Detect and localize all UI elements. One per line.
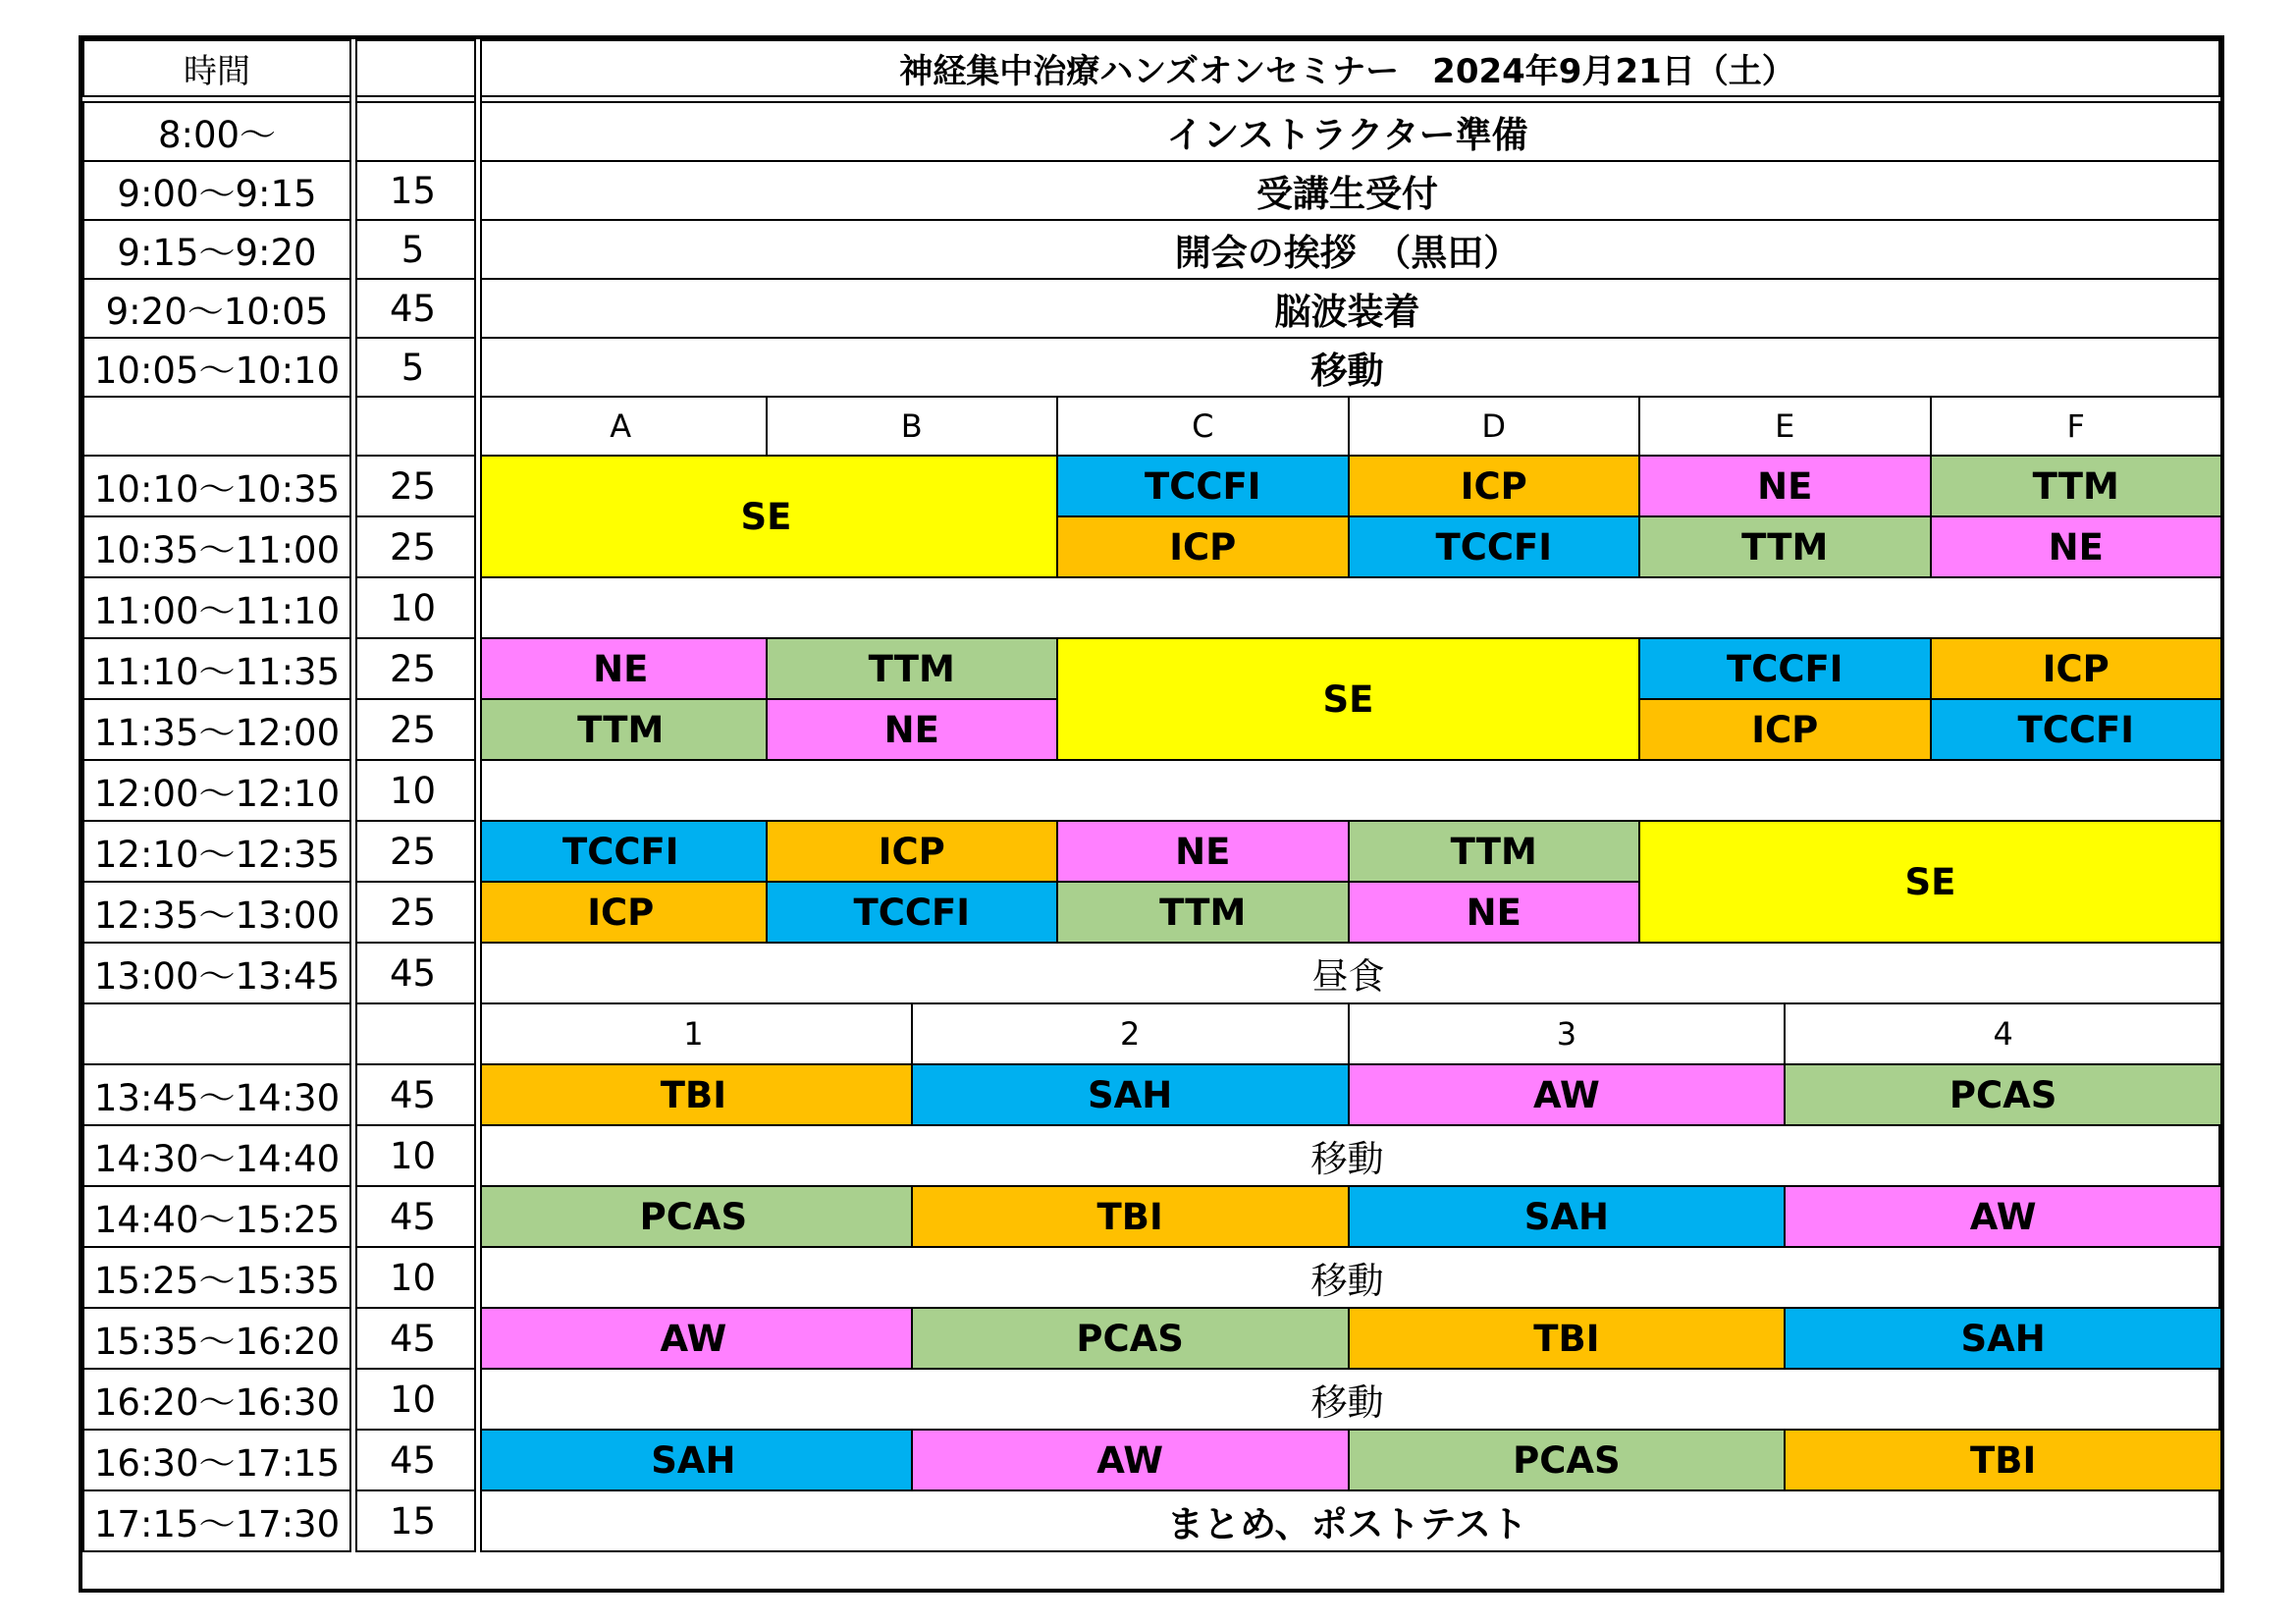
session-ne: NE (1638, 455, 1932, 517)
double-rule (474, 39, 482, 1552)
session-sah: SAH (1348, 1185, 1787, 1248)
activity-cell: インストラクター準備 (474, 101, 2220, 162)
session-昼食: 昼食 (474, 942, 2222, 1004)
time-cell: 8:00～ (82, 101, 351, 162)
session-aw: AW (1348, 1063, 1787, 1126)
session-pcas: PCAS (1348, 1429, 1787, 1491)
session-tbi: TBI (474, 1063, 913, 1126)
minutes-cell: 25 (349, 455, 476, 517)
session-ne: NE (474, 637, 768, 700)
session-ttm: TTM (766, 637, 1059, 700)
session-ttm: TTM (1056, 881, 1350, 944)
session-sah: SAH (474, 1429, 913, 1491)
minutes-cell: 25 (349, 698, 476, 761)
session-sah: SAH (911, 1063, 1350, 1126)
time-cell: 10:35～11:00 (82, 515, 351, 578)
session-pcas: PCAS (911, 1307, 1350, 1370)
session-aw: AW (474, 1307, 913, 1370)
session-icp: ICP (1930, 637, 2223, 700)
time-cell: 12:10～12:35 (82, 820, 351, 883)
activity-cell: 移動 (474, 1124, 2220, 1187)
time-cell: 9:15～9:20 (82, 219, 351, 280)
time-cell: 11:00～11:10 (82, 576, 351, 639)
station-number: 4 (1784, 1002, 2222, 1065)
time-cell: 12:00～12:10 (82, 759, 351, 822)
minutes-cell: 10 (349, 1124, 476, 1187)
minutes-cell: 45 (349, 1429, 476, 1491)
double-rule (349, 39, 357, 1552)
time-cell-blank (82, 1002, 351, 1065)
time-cell: 15:35～16:20 (82, 1307, 351, 1370)
minutes-cell (349, 101, 476, 162)
session-icp: ICP (1638, 698, 1932, 761)
double-rule (82, 95, 2220, 103)
session-tccfi: TCCFI (1056, 455, 1350, 517)
time-cell: 11:35～12:00 (82, 698, 351, 761)
time-cell: 14:40～15:25 (82, 1185, 351, 1248)
activity-cell: 移動 (474, 1368, 2220, 1431)
minutes-cell: 10 (349, 1368, 476, 1431)
session-tbi: TBI (911, 1185, 1350, 1248)
station-number: 3 (1348, 1002, 1787, 1065)
schedule-grid (82, 39, 2220, 1589)
time-cell-blank (82, 396, 351, 457)
minutes-cell: 45 (349, 1307, 476, 1370)
time-cell: 11:10～11:35 (82, 637, 351, 700)
session-ttm: TTM (1638, 515, 1932, 578)
session-icp: ICP (474, 881, 768, 944)
session-ttm: TTM (1348, 820, 1641, 883)
minutes-cell: 25 (349, 881, 476, 944)
session-pcas: PCAS (474, 1185, 913, 1248)
minutes-cell: 45 (349, 278, 476, 339)
station-letter: D (1348, 396, 1641, 457)
time-cell: 10:05～10:10 (82, 337, 351, 398)
minutes-cell-blank (349, 1002, 476, 1065)
time-cell: 17:15～17:30 (82, 1489, 351, 1552)
time-cell: 13:45～14:30 (82, 1063, 351, 1126)
session-tbi: TBI (1784, 1429, 2222, 1491)
session-icp: ICP (1056, 515, 1350, 578)
station-letter: C (1056, 396, 1350, 457)
activity-cell: 開会の挨拶 （黒田） (474, 219, 2220, 280)
header-time-label: 時間 (82, 39, 351, 97)
time-cell: 9:00～9:15 (82, 160, 351, 221)
session-ne: NE (766, 698, 1059, 761)
page-title: 神経集中治療ハンズオンセミナー 2024年9月21日（土） (474, 39, 2220, 97)
minutes-cell: 15 (349, 1489, 476, 1552)
break-cell (474, 759, 2222, 822)
schedule-sheet (79, 35, 2224, 1593)
station-letter: E (1638, 396, 1932, 457)
activity-cell: 脳波装着 (474, 278, 2220, 339)
minutes-cell: 45 (349, 1063, 476, 1126)
minutes-cell: 45 (349, 1185, 476, 1248)
break-cell (474, 576, 2222, 639)
session-tbi: TBI (1348, 1307, 1787, 1370)
session-icp: ICP (766, 820, 1059, 883)
activity-cell: 移動 (474, 1246, 2220, 1309)
minutes-cell: 25 (349, 820, 476, 883)
time-cell: 16:20～16:30 (82, 1368, 351, 1431)
minutes-cell: 10 (349, 759, 476, 822)
minutes-cell-blank (349, 396, 476, 457)
session-ne: NE (1930, 515, 2223, 578)
session-pcas: PCAS (1784, 1063, 2222, 1126)
minutes-cell: 45 (349, 942, 476, 1004)
station-number: 2 (911, 1002, 1350, 1065)
time-cell: 16:30～17:15 (82, 1429, 351, 1491)
session-aw: AW (911, 1429, 1350, 1491)
session-aw: AW (1784, 1185, 2222, 1248)
minutes-cell: 15 (349, 160, 476, 221)
session-tccfi: TCCFI (1638, 637, 1932, 700)
time-cell: 15:25～15:35 (82, 1246, 351, 1309)
activity-cell: 移動 (474, 337, 2220, 398)
session-se: SE (474, 455, 1058, 578)
session-ne: NE (1348, 881, 1641, 944)
session-ttm: TTM (1930, 455, 2223, 517)
activity-cell: 受講生受付 (474, 160, 2220, 221)
time-cell: 9:20～10:05 (82, 278, 351, 339)
station-letter: B (766, 396, 1059, 457)
station-letter: F (1930, 396, 2223, 457)
minutes-cell: 10 (349, 576, 476, 639)
time-cell: 14:30～14:40 (82, 1124, 351, 1187)
session-tccfi: TCCFI (474, 820, 768, 883)
minutes-cell: 5 (349, 337, 476, 398)
session-se: SE (1638, 820, 2222, 944)
station-number: 1 (474, 1002, 913, 1065)
time-cell: 12:35～13:00 (82, 881, 351, 944)
session-ttm: TTM (474, 698, 768, 761)
minutes-cell: 10 (349, 1246, 476, 1309)
activity-cell: まとめ、ポストテスト (474, 1489, 2220, 1552)
time-cell: 13:00～13:45 (82, 942, 351, 1004)
session-se: SE (1056, 637, 1640, 761)
minutes-cell: 25 (349, 637, 476, 700)
session-tccfi: TCCFI (1930, 698, 2223, 761)
session-icp: ICP (1348, 455, 1641, 517)
session-tccfi: TCCFI (766, 881, 1059, 944)
minutes-cell: 5 (349, 219, 476, 280)
session-ne: NE (1056, 820, 1350, 883)
minutes-cell: 25 (349, 515, 476, 578)
header-minutes-label (349, 39, 476, 97)
session-tccfi: TCCFI (1348, 515, 1641, 578)
time-cell: 10:10～10:35 (82, 455, 351, 517)
session-sah: SAH (1784, 1307, 2222, 1370)
station-letter: A (474, 396, 768, 457)
